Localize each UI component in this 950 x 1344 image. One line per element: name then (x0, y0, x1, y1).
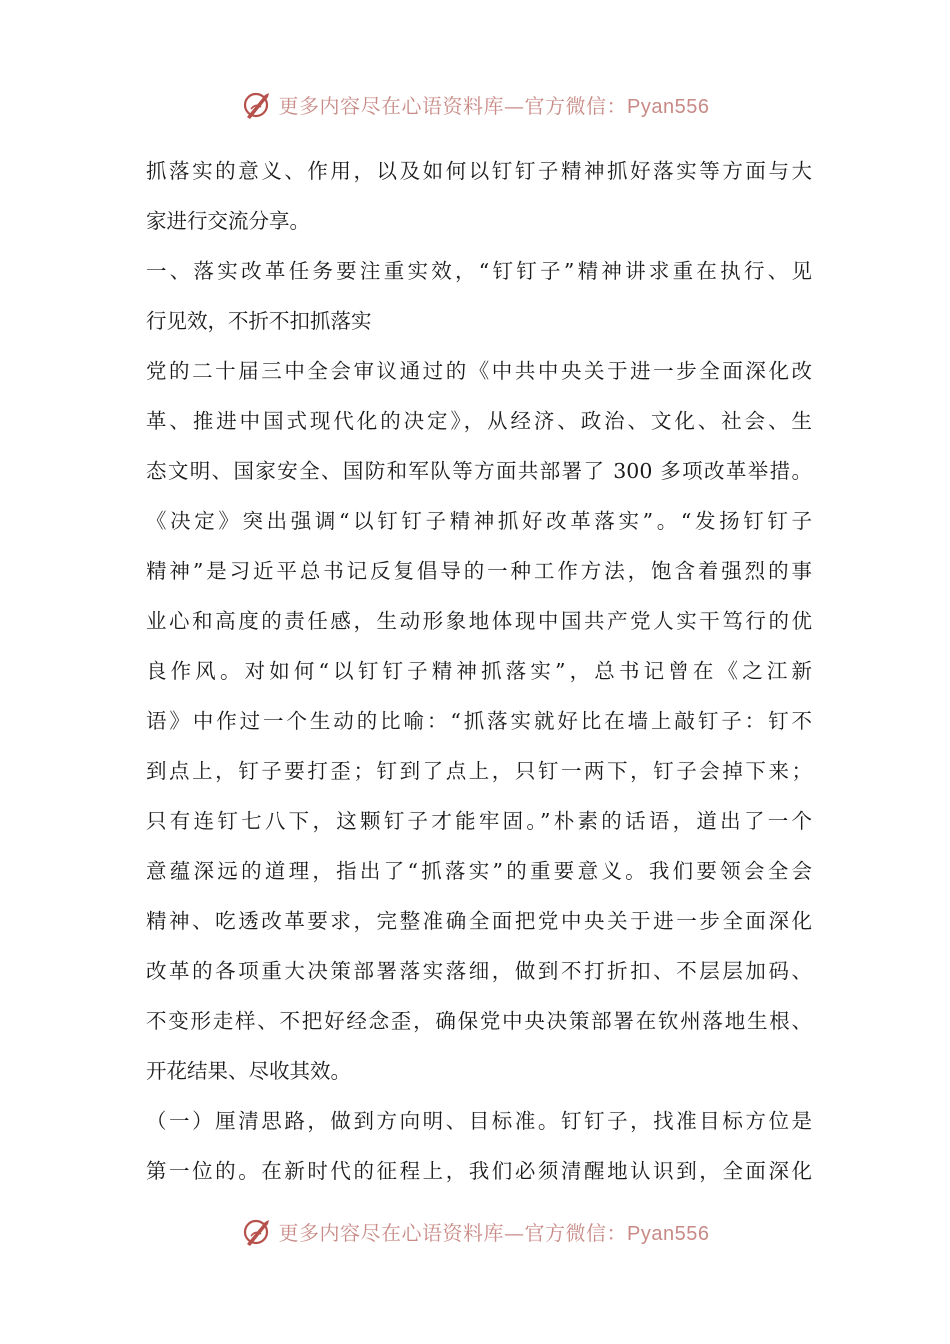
text-line: 第一位的。在新时代的征程上，我们必须清醒地认识到，全面深化 (146, 1159, 812, 1183)
text-line: 态文明、国家安全、国防和军队等方面共部署了 300 多项改革举措。 (146, 459, 812, 483)
text-line: 革、推进中国式现代化的决定》，从经济、政治、文化、社会、生 (146, 409, 812, 433)
text-line: 行见效，不折不扣抓落实 (146, 309, 372, 333)
pen-circle-logo-icon (241, 87, 275, 121)
text-line: 良作风。对如何“以钉钉子精神抓落实”，总书记曾在《之江新 (146, 659, 812, 683)
text-line: 到点上，钉子要打歪；钉到了点上，只钉一两下，钉子会掉下来； (146, 759, 812, 783)
text-line: 精神”是习近平总书记反复倡导的一种工作方法，饱含着强烈的事 (146, 559, 812, 583)
text-line: 开花结果、尽收其效。 (146, 1059, 351, 1083)
watermark-text: 更多内容尽在心语资料库—官方微信：Pyan556 (278, 1220, 710, 1245)
document-body (146, 146, 812, 1196)
text-line: 《决定》突出强调“以钉钉子精神抓好改革落实”。“发扬钉钉子 (146, 509, 812, 533)
pen-circle-logo-icon (241, 1214, 275, 1248)
watermark-text: 更多内容尽在心语资料库—官方微信：Pyan556 (278, 93, 710, 118)
footer-watermark (0, 1211, 950, 1251)
text-line: 业心和高度的责任感，生动形象地体现中国共产党人实干笃行的优 (146, 609, 812, 633)
text-line: 抓落实的意义、作用，以及如何以钉钉子精神抓好落实等方面与大 (146, 159, 812, 183)
text-line: 意蕴深远的道理，指出了“抓落实”的重要意义。我们要领会全会 (146, 859, 812, 883)
text-line: 一、落实改革任务要注重实效，“钉钉子”精神讲求重在执行、见 (146, 259, 812, 283)
text-line: 只有连钉七八下，这颗钉子才能牢固。”朴素的话语，道出了一个 (146, 809, 812, 833)
text-line: 精神、吃透改革要求，完整准确全面把党中央关于进一步全面深化 (146, 909, 812, 933)
text-line: 改革的各项重大决策部署落实落细，做到不打折扣、不层层加码、 (146, 959, 812, 983)
text-line: 语》中作过一个生动的比喻：“抓落实就好比在墙上敲钉子：钉不 (146, 709, 812, 733)
header-watermark (0, 84, 950, 124)
text-line: 不变形走样、不把好经念歪，确保党中央决策部署在钦州落地生根、 (146, 1009, 812, 1033)
text-line: （一）厘清思路，做到方向明、目标准。钉钉子，找准目标方位是 (146, 1109, 812, 1133)
text-line: 党的二十届三中全会审议通过的《中共中央关于进一步全面深化改 (146, 359, 812, 383)
text-line: 家进行交流分享。 (146, 209, 310, 233)
